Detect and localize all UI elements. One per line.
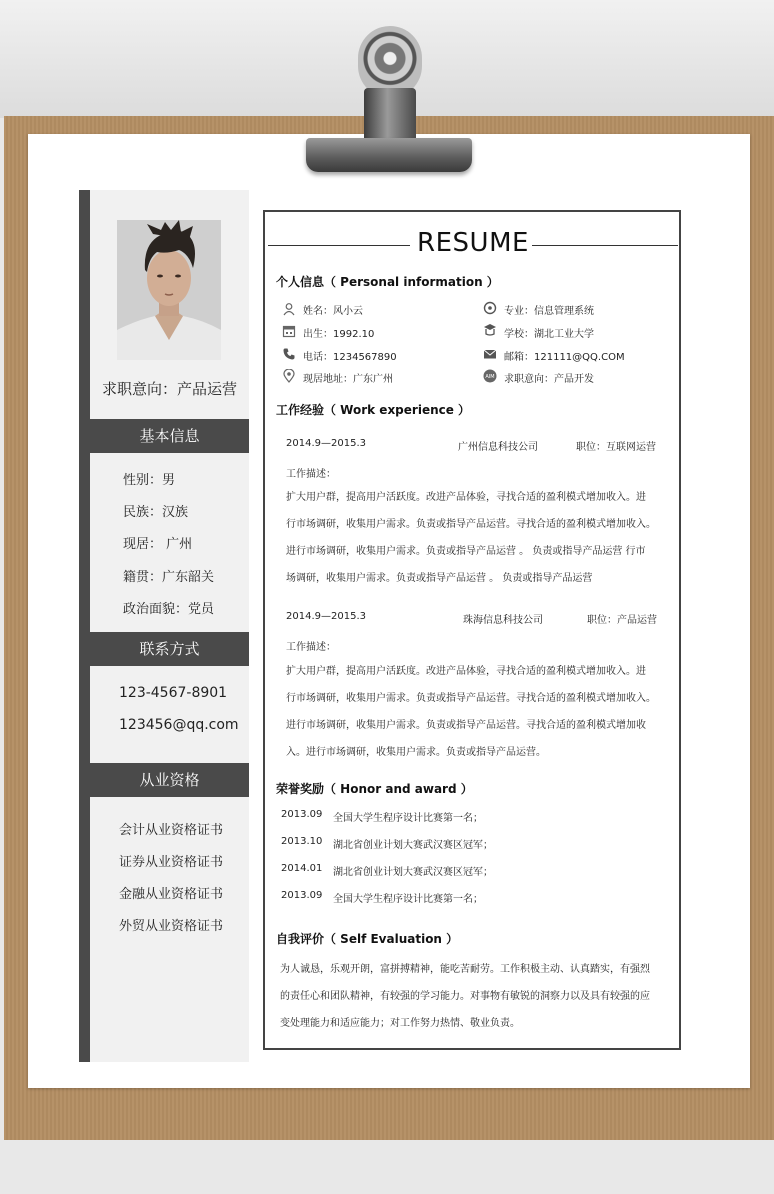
title-rule-left [268, 245, 410, 246]
school-icon [483, 323, 497, 337]
self-evaluation-line: 变处理能力和适应能力；对工作努力热情、敬业负责。 [280, 1018, 520, 1029]
job-description-label: 工作描述： [286, 642, 336, 653]
job-description-line: 进行市场调研，收集用户需求。负责或指导产品运营。寻找合适的盈利模式增加收 [286, 720, 646, 731]
email-field: 邮箱：121111@QQ.COM [504, 352, 625, 363]
phone-icon [282, 347, 296, 361]
resume-title: RESUME [417, 228, 529, 258]
job-description-label: 工作描述： [286, 469, 336, 480]
contact-email: 123456@qq.com [119, 717, 239, 733]
basic-info-item: 现居： 广州 [123, 537, 193, 552]
honor-text: 全国大学生程序设计比赛第一名； [333, 813, 483, 824]
self-evaluation-line: 为人诚恳，乐观开朗，富拼搏精神，能吃苦耐劳。工作积极主动、认真踏实，有强烈 [280, 964, 650, 975]
job-description-line: 入。进行市场调研，收集用户需求。负责或指导产品运营。 [286, 747, 546, 758]
job-description-line: 场调研，收集用户需求。负责或指导产品运营 。 负责或指导产品运营 [286, 573, 593, 584]
honor-date: 2013.09 [281, 809, 323, 820]
certifications-heading: 从业资格 [90, 763, 249, 797]
address-field: 现居地址：广东广州 [303, 374, 393, 385]
birth-field: 出生：1992.10 [303, 329, 375, 340]
certification-item: 证券从业资格证书 [119, 855, 224, 870]
honor-date: 2014.01 [281, 863, 323, 874]
honor-date: 2013.10 [281, 836, 323, 847]
personal-info-heading: 个人信息（ Personal information ） [276, 275, 499, 289]
job-description [286, 484, 666, 592]
certification-item: 外贸从业资格证书 [119, 919, 224, 934]
svg-text:AIM: AIM [485, 374, 495, 380]
job-description-line: 扩大用户群，提高用户活跃度。改进产品体验，寻找合适的盈利模式增加收入。进 [286, 492, 646, 503]
honor-date: 2013.09 [281, 890, 323, 901]
location-icon [282, 369, 296, 383]
contact-phone: 123-4567-8901 [119, 685, 228, 701]
self-evaluation-line: 的责任心和团队精神，有较强的学习能力。对事物有敏锐的洞察力以及具有较强的应 [280, 991, 650, 1002]
certification-item: 金融从业资格证书 [119, 887, 224, 902]
job-company: 珠海信息科技公司 [463, 615, 543, 626]
basic-info-item: 籍贯：广东韶关 [123, 570, 215, 585]
school-field: 学校：湖北工业大学 [504, 329, 594, 340]
basic-info-item: 政治面貌：党员 [123, 602, 215, 617]
self-evaluation [280, 956, 670, 1037]
job-description [286, 658, 666, 766]
honor-text: 湖北省创业计划大赛武汉赛区冠军； [333, 840, 493, 851]
certification-item: 会计从业资格证书 [119, 823, 224, 838]
contact-heading: 联系方式 [90, 632, 249, 666]
phone-field: 电话：1234567890 [303, 352, 397, 363]
name-field: 姓名：风小云 [303, 306, 363, 317]
job-description-line: 行市场调研，收集用户需求。负责或指导产品运营。寻找合适的盈利模式增加收入。 [286, 693, 656, 704]
job-description-line: 行市场调研，收集用户需求。负责或指导产品运营。寻找合适的盈利模式增加收入。 [286, 519, 656, 530]
profile-photo [117, 220, 221, 360]
honor-text: 全国大学生程序设计比赛第一名； [333, 894, 483, 905]
job-description-line: 扩大用户群，提高用户活跃度。改进产品体验，寻找合适的盈利模式增加收入。进 [286, 666, 646, 677]
job-position: 职位：互联网运营 [576, 442, 656, 453]
objective-field: 求职意向：产品开发 [504, 374, 594, 385]
major-field: 专业：信息管理系统 [504, 306, 594, 317]
basic-info-heading: 基本信息 [90, 419, 249, 453]
title-rule-right [532, 245, 678, 246]
job-period: 2014.9—2015.3 [286, 438, 366, 449]
binder-clip-base [306, 138, 472, 172]
calendar-icon [282, 324, 296, 338]
job-company: 广州信息科技公司 [458, 442, 538, 453]
self-evaluation-heading: 自我评价（ Self Evaluation ） [276, 932, 459, 946]
job-period: 2014.9—2015.3 [286, 611, 366, 622]
job-objective: 求职意向：产品运营 [101, 380, 237, 398]
sidebar-accent-bar [79, 190, 90, 1062]
basic-info-item: 性别：男 [123, 473, 176, 488]
job-description-line: 进行市场调研，收集用户需求。负责或指导产品运营 。 负责或指导产品运营 行市 [286, 546, 646, 557]
honor-text: 湖北省创业计划大赛武汉赛区冠军； [333, 867, 493, 878]
person-icon [282, 302, 296, 316]
job-position: 职位：产品运营 [587, 615, 657, 626]
compass-icon [483, 301, 497, 315]
basic-info-item: 民族：汉族 [123, 505, 189, 520]
work-experience-heading: 工作经验（ Work experience ） [276, 403, 471, 417]
honor-heading: 荣誉奖励（ Honor and award ） [276, 782, 473, 796]
target-icon [483, 369, 497, 383]
mail-icon [483, 347, 497, 361]
